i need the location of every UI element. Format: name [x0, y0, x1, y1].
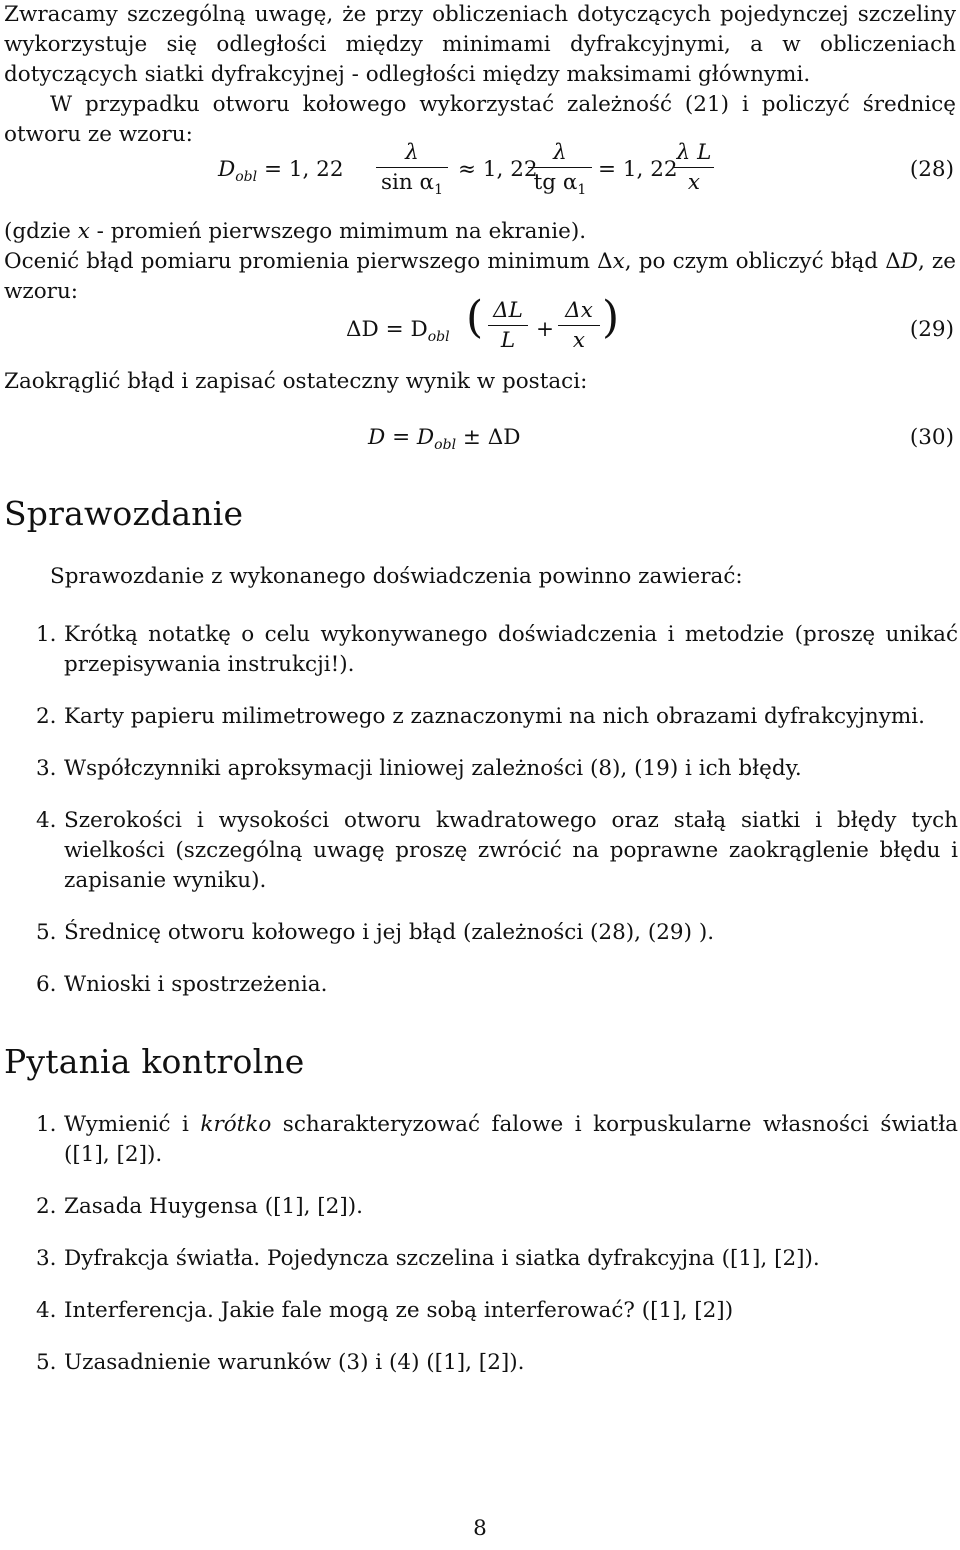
equation-number-29: (29) — [909, 317, 954, 342]
question-item: 2. Zasada Huygensa ([1], [2]). — [36, 1194, 363, 1219]
list-item: 5. Średnicę otworu kołowego i jej błąd (zależności (28), (29) ). — [36, 920, 715, 945]
page-number: 8 — [473, 1516, 487, 1541]
section-title-report: Sprawozdanie — [4, 494, 244, 533]
list-item: 3. Współczynniki aproksymacji liniowej zależności (8), (19) i ich błędy. — [36, 756, 802, 781]
eq30-formula: $D = D_{obl} \pm \Delta D$ — [368, 425, 521, 453]
eq29-left-paren: ( — [466, 292, 484, 343]
question-item: 4. Interferencja. Jakie fale mogą ze sobą interferować? ([1], [2]) — [36, 1298, 734, 1323]
eq28-lhs: $D_{obl} = 1$, 22 — [218, 157, 344, 185]
eq28-fraction-2: λ tg $\alpha_1$ — [528, 140, 592, 198]
equation-number-30: (30) — [909, 425, 954, 450]
eq29-fraction-2: Δx x — [558, 298, 600, 353]
eq28-equals: = 1, 22 — [598, 157, 678, 182]
section-title-questions: Pytania kontrolne — [4, 1042, 305, 1081]
question-item: 5. Uzasadnienie warunków (3) i (4) ([1], [2]). — [36, 1350, 525, 1375]
eq28-fraction-1: λ $\sin \alpha_1$ — [376, 140, 448, 198]
list-item: 1. Krótką notatkę o celu wykonywanego doświadczenia i metodzie (proszę unikać przepisywania instrukcji!). — [36, 622, 958, 677]
rounding-instruction: Zaokrąglić błąd i zapisać ostateczny wynik w postaci: — [4, 369, 588, 394]
list-item: 4. Szerokości i wysokości otworu kwadratowego oraz stałą siatki i błędy tych wielkości (szczególną uwagę proszę zwrócić na poprawne zaokrąglenie błędu i zapisanie wyniku). — [36, 808, 958, 893]
report-intro: Sprawozdanie z wykonanego doświadczenia powinno zawierać: — [50, 564, 743, 589]
eq29-lhs: $\Delta D = D_{obl}$ — [346, 317, 450, 345]
eq29-right-paren: ) — [602, 292, 620, 343]
radius-note: (gdzie x - promień pierwszego mimimum na ekranie). — [4, 219, 587, 244]
equation-number-28: (28) — [909, 157, 954, 182]
eq28-approx: ≈ 1, 22 — [458, 157, 538, 182]
eq28-fraction-3: λ L x — [674, 140, 714, 195]
eq29-fraction-1: ΔL L — [488, 298, 528, 353]
list-item: 2. Karty papieru milimetrowego z zaznaczonymi na nich obrazami dyfrakcyjnymi. — [36, 704, 925, 729]
question-item: 3. Dyfrakcja światła. Pojedyncza szczelina i siatka dyfrakcyjna ([1], [2]). — [36, 1246, 820, 1271]
error-estimate-paragraph: Ocenić błąd pomiaru promienia pierwszego minimum Δx, po czym obliczyć błąd ΔD, ze wzoru: — [4, 249, 956, 304]
circular-hole-paragraph: W przypadku otworu kołowego wykorzystać zależność (21) i policzyć średnicę otworu ze wzoru: — [4, 92, 956, 147]
question-item: 1. Wymienić i krótko scharakteryzować falowe i korpuskularne własności światła ([1], [2]). — [36, 1112, 958, 1167]
intro-paragraph: Zwracamy szczególną uwagę, że przy obliczeniach dotyczących pojedynczej szczeliny wykorzystuje się odległości między minimami dyfrakcyjnymi, a w obliczeniach dotyczących siatki dyfrakcyjnej - odległości między maksimami głównymi. — [4, 2, 956, 87]
eq29-plus: + — [536, 317, 555, 342]
list-item: 6. Wnioski i spostrzeżenia. — [36, 972, 328, 997]
